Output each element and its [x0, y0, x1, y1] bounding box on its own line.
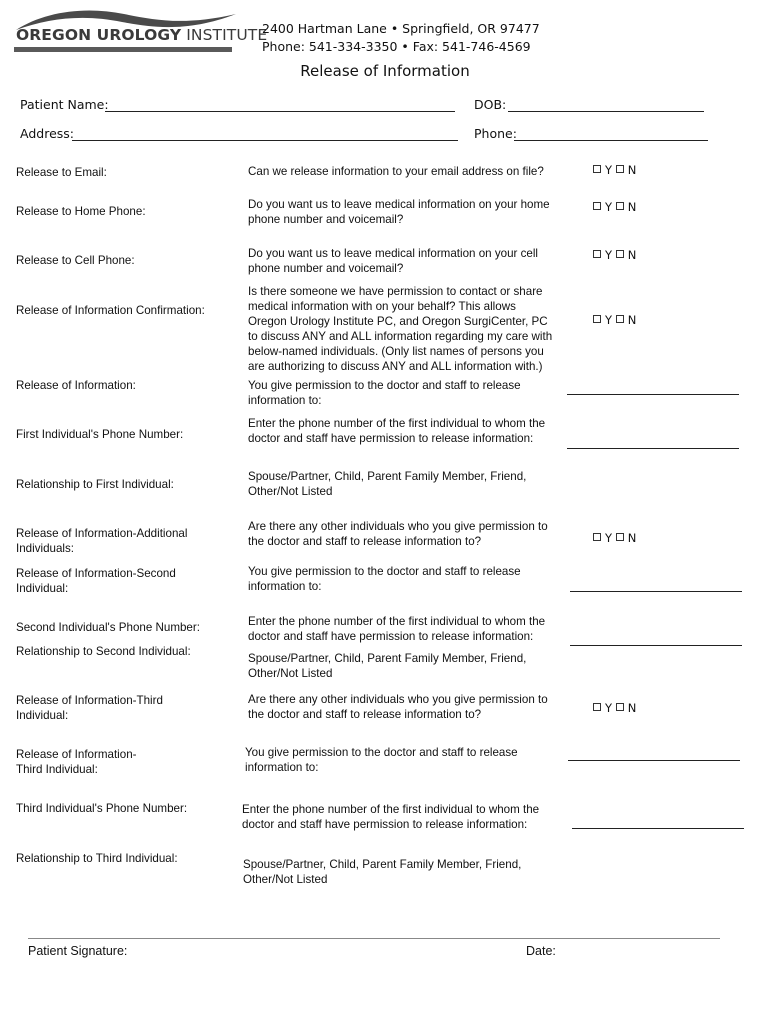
- signature-label: Patient Signature:: [28, 944, 128, 958]
- row-description: Can we release information to your email address on file?: [248, 165, 544, 178]
- patient-name-field[interactable]: [105, 111, 455, 112]
- row-description: Enter the phone number of the first individual to whom the doctor and staff have permission to release information:: [248, 417, 546, 445]
- row-label: Release of Information-Second Individual:: [16, 567, 176, 595]
- phone-label: Phone:: [474, 126, 517, 141]
- no-checkbox[interactable]: [616, 315, 624, 323]
- yes-checkbox[interactable]: [593, 315, 601, 323]
- signature-line[interactable]: [28, 938, 720, 939]
- row-description: Enter the phone number of the first individual to whom the doctor and staff have permission to release information:: [242, 803, 540, 831]
- row-description: You give permission to the doctor and staff to release information to:: [248, 379, 521, 407]
- no-checkbox[interactable]: [616, 250, 624, 258]
- address-label: Address:: [20, 126, 74, 141]
- row-label: Relationship to Second Individual:: [16, 645, 191, 658]
- individual-phone-field[interactable]: [567, 448, 739, 449]
- clinic-phone-fax: Phone: 541-334-3350 • Fax: 541-746-4569: [262, 39, 531, 54]
- yes-checkbox[interactable]: [593, 202, 601, 210]
- row-label: Release to Home Phone:: [16, 205, 146, 218]
- yes-checkbox[interactable]: [593, 165, 601, 173]
- phone-field[interactable]: [514, 140, 708, 141]
- logo-wordmark: OREGON UROLOGY INSTITUTE: [16, 26, 268, 44]
- row-description: You give permission to the doctor and staff to release information to:: [245, 746, 518, 774]
- yes-checkbox[interactable]: [593, 703, 601, 711]
- row-label: Release of Information-Additional Individuals:: [16, 527, 188, 555]
- dob-field[interactable]: [508, 111, 704, 112]
- address-field[interactable]: [72, 140, 458, 141]
- row-label: Release to Email:: [16, 166, 107, 179]
- row-label: First Individual's Phone Number:: [16, 428, 184, 441]
- yes-no-choice[interactable]: Y N: [593, 248, 636, 262]
- row-description: Do you want us to leave medical information on your home phone number and voicemail?: [248, 198, 550, 226]
- row-label: Relationship to First Individual:: [16, 478, 174, 491]
- row-description: Spouse/Partner, Child, Parent Family Member, Friend, Other/Not Listed: [243, 858, 522, 886]
- yes-no-choice[interactable]: Y N: [593, 701, 636, 715]
- page-title: Release of Information: [300, 62, 470, 80]
- no-checkbox[interactable]: [616, 703, 624, 711]
- yes-checkbox[interactable]: [593, 250, 601, 258]
- row-description: Is there someone we have permission to contact or share medical information with on your behalf? This allows Oregon Urology Institute PC, and Oregon SurgiCenter, PC to discuss ANY and ALL information regarding my care with below-named individuals. (Only list names of persons you are authorizing to discuss ANY and ALL information with.): [248, 285, 553, 373]
- yes-no-choice[interactable]: Y N: [593, 531, 636, 545]
- individual-phone-field[interactable]: [572, 828, 744, 829]
- row-label: Third Individual's Phone Number:: [16, 802, 188, 815]
- row-description: You give permission to the doctor and staff to release information to:: [248, 565, 521, 593]
- no-checkbox[interactable]: [616, 165, 624, 173]
- row-description: Do you want us to leave medical information on your cell phone number and voicemail?: [248, 247, 538, 275]
- row-label: Second Individual's Phone Number:: [16, 621, 200, 634]
- row-description: Are there any other individuals who you give permission to the doctor and staff to release information to?: [248, 520, 548, 548]
- date-label: Date:: [526, 944, 556, 958]
- row-label: Release of Information-Third Individual:: [16, 748, 137, 776]
- individual-name-field[interactable]: [568, 760, 740, 761]
- row-label: Release of Information-Third Individual:: [16, 694, 163, 722]
- clinic-contact: [262, 20, 540, 56]
- yes-no-choice[interactable]: Y N: [593, 200, 636, 214]
- no-checkbox[interactable]: [616, 202, 624, 210]
- individual-name-field[interactable]: [567, 394, 739, 395]
- row-label: Relationship to Third Individual:: [16, 852, 178, 865]
- row-description: Spouse/Partner, Child, Parent Family Member, Friend, Other/Not Listed: [248, 652, 527, 680]
- individual-name-field[interactable]: [570, 591, 742, 592]
- patient-name-label: Patient Name:: [20, 97, 109, 112]
- individual-phone-field[interactable]: [570, 645, 742, 646]
- clinic-address: 2400 Hartman Lane • Springfield, OR 97477: [262, 21, 540, 36]
- row-label: Release of Information:: [16, 379, 136, 392]
- logo-bar: [14, 47, 232, 52]
- yes-checkbox[interactable]: [593, 533, 601, 541]
- row-description: Enter the phone number of the first individual to whom the doctor and staff have permission to release information:: [248, 615, 546, 643]
- yes-no-choice[interactable]: Y N: [593, 163, 636, 177]
- row-description: Are there any other individuals who you give permission to the doctor and staff to release information to?: [248, 693, 548, 721]
- row-label: Release of Information Confirmation:: [16, 304, 205, 317]
- row-label: Release to Cell Phone:: [16, 254, 135, 267]
- row-description: Spouse/Partner, Child, Parent Family Member, Friend, Other/Not Listed: [248, 470, 527, 498]
- yes-no-choice[interactable]: Y N: [593, 313, 636, 327]
- no-checkbox[interactable]: [616, 533, 624, 541]
- dob-label: DOB:: [474, 97, 507, 112]
